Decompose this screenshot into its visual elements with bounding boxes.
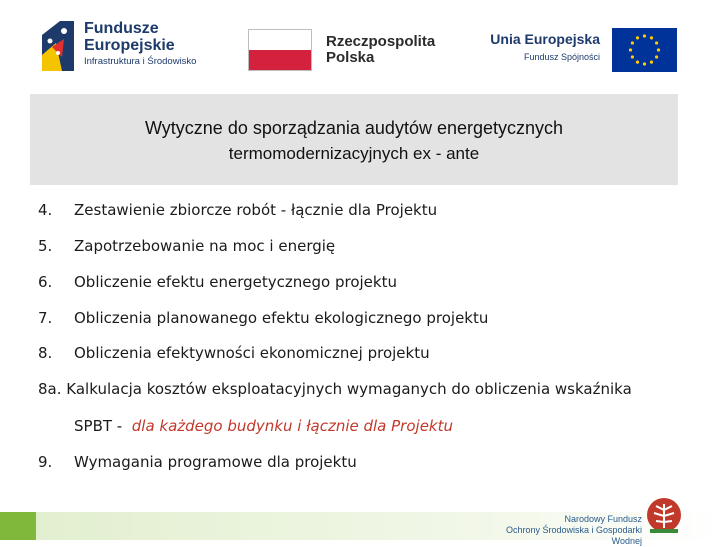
eu-line2: Fundusz Spójności bbox=[523, 52, 600, 62]
list-item-number: 5. bbox=[38, 237, 53, 255]
nfos-line2: Ochrony Środowiska i Gospodarki Wodnej bbox=[505, 525, 642, 546]
nfos-logo-text bbox=[486, 514, 642, 547]
eu-flag-icon bbox=[612, 28, 677, 72]
list-item-text: Wymagania programowe dla projektu bbox=[74, 453, 357, 471]
rp-line2: Polska bbox=[326, 49, 375, 66]
list-item bbox=[38, 273, 397, 291]
list-item-number: 9. bbox=[38, 453, 53, 471]
nfos-logo-icon bbox=[644, 496, 684, 536]
rp-logo-text bbox=[326, 34, 435, 66]
fe-line3: Infrastruktura i Środowisko bbox=[84, 56, 197, 67]
list-item-text: Obliczenie efektu energetycznego projektu bbox=[74, 273, 397, 291]
eu-line1: Unia Europejska bbox=[490, 31, 600, 47]
polish-flag-icon bbox=[248, 29, 312, 71]
list-item-text: Kalkulacja kosztów eksploatacyjnych wymaganych do obliczenia wskaźnika bbox=[66, 380, 632, 398]
list-item bbox=[38, 380, 632, 398]
title-band bbox=[30, 94, 678, 185]
list-item-number: 8. bbox=[38, 344, 53, 362]
rp-line1: Rzeczpospolita bbox=[326, 33, 436, 50]
list-item-text: Zapotrzebowanie na moc i energię bbox=[74, 237, 336, 255]
fundusze-europejskie-logo-icon bbox=[38, 17, 78, 75]
list-item-number: 6. bbox=[38, 273, 53, 291]
logo-bar bbox=[0, 0, 720, 92]
fe-logo-text bbox=[84, 20, 196, 69]
page-title-line2: termomodernizacyjnych ex - ante bbox=[228, 144, 480, 163]
nfos-line1: Narodowy Fundusz bbox=[564, 514, 642, 524]
list-item bbox=[38, 453, 357, 471]
list-item-continuation bbox=[74, 417, 453, 435]
list-item-text: Zestawienie zbiorcze robót - łącznie dla Projektu bbox=[74, 201, 438, 219]
list-item-highlight: dla każdego budynku i łącznie dla Projektu bbox=[131, 417, 453, 435]
eu-logo-text bbox=[486, 31, 600, 64]
list-item-number: 8a. bbox=[38, 380, 62, 398]
fe-line1: Fundusze bbox=[84, 20, 159, 37]
list-item-number: 4. bbox=[38, 201, 53, 219]
list-item-text: Obliczenia efektywności ekonomicznej projektu bbox=[74, 344, 430, 362]
fe-line2: Europejskie bbox=[84, 37, 175, 54]
list-item bbox=[38, 237, 335, 255]
list-item-number: 7. bbox=[38, 309, 53, 327]
list-item-cont-text: SPBT - bbox=[74, 417, 123, 435]
page-title-line1: Wytyczne do sporządzania audytów energetycznych bbox=[144, 118, 564, 138]
list-item-text: Obliczenia planowanego efektu ekologicznego projektu bbox=[74, 309, 489, 327]
list-item bbox=[38, 201, 437, 219]
list-item bbox=[38, 309, 488, 327]
list-item bbox=[38, 344, 430, 362]
